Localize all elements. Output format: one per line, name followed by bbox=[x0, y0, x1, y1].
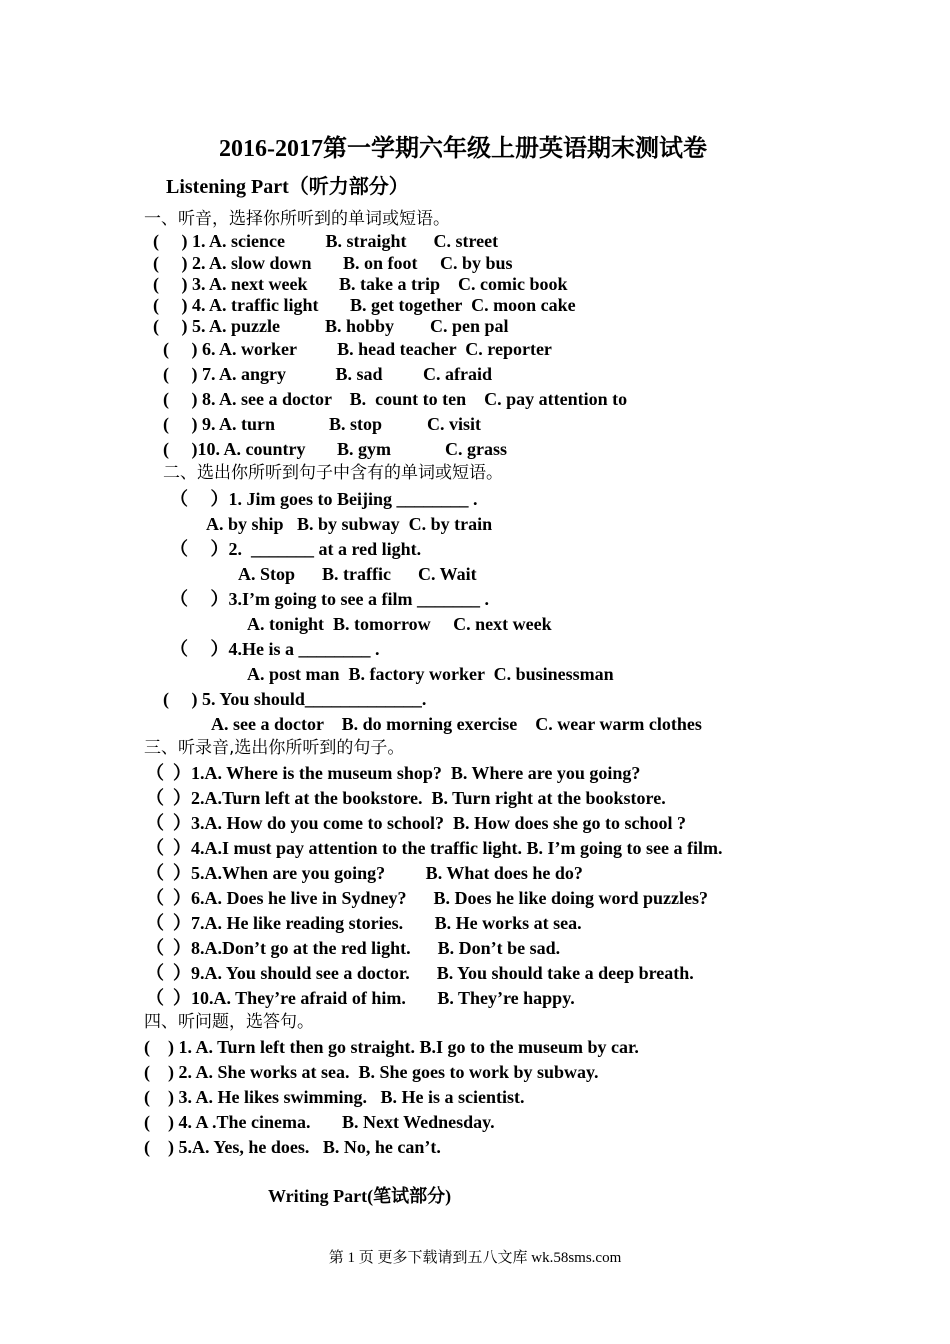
s3-question-3: （ ）3.A. How do you come to school? B. How does she go to school ? bbox=[146, 813, 687, 833]
s4-question-4: ( ) 4. A .The cinema. B. Next Wednesday. bbox=[144, 1112, 495, 1132]
s2-question-2: （ ）2. _______ at a red light. bbox=[170, 539, 422, 559]
s2-options-5: A. see a doctor B. do morning exercise C. wear warm clothes bbox=[211, 714, 702, 734]
s3-question-6: （ ）6.A. Does he live in Sydney? B. Does he like doing word puzzles? bbox=[146, 888, 709, 908]
section-4-heading: 四、听问题，选答句。 bbox=[144, 1012, 314, 1032]
writing-heading: Writing Part(笔试部分) bbox=[268, 1186, 452, 1206]
section-3-heading: 三、听录音,选出你所听到的句子。 bbox=[144, 738, 405, 758]
s2-question-5: ( ) 5. You should_____________. bbox=[163, 689, 427, 709]
s4-question-1: ( ) 1. A. Turn left then go straight. B.I go to the museum by car. bbox=[144, 1037, 639, 1057]
page-title: 2016-2017第一学期六年级上册英语期末测试卷 bbox=[219, 136, 707, 162]
s1-question-5: ( ) 5. A. puzzle B. hobby C. pen pal bbox=[153, 316, 509, 336]
s4-question-5: ( ) 5.A. Yes, he does. B. No, he can’t. bbox=[144, 1137, 441, 1157]
s2-options-3: A. tonight B. tomorrow C. next week bbox=[247, 614, 552, 634]
s1-question-2: ( ) 2. A. slow down B. on foot C. by bus bbox=[153, 253, 513, 273]
page-footer: 第 1 页 更多下载请到五八文库 wk.58sms.com bbox=[328, 1250, 622, 1266]
s1-question-4: ( ) 4. A. traffic light B. get together C. moon cake bbox=[153, 295, 576, 315]
s3-question-8: （ ）8.A.Don’t go at the red light. B. Don’t be sad. bbox=[146, 938, 561, 958]
s1-question-1: ( ) 1. A. science B. straight C. street bbox=[153, 231, 499, 251]
s1-question-6: ( ) 6. A. worker B. head teacher C. reporter bbox=[163, 339, 552, 359]
s2-question-1: （ ）1. Jim goes to Beijing ________ . bbox=[170, 489, 478, 509]
s1-question-7: ( ) 7. A. angry B. sad C. afraid bbox=[163, 364, 493, 384]
s1-question-8: ( ) 8. A. see a doctor B. count to ten C. pay attention to bbox=[163, 389, 628, 409]
s1-question-10: ( )10. A. country B. gym C. grass bbox=[163, 439, 507, 459]
s3-question-5: （ ）5.A.When are you going? B. What does he do? bbox=[146, 863, 583, 883]
s2-options-2: A. Stop B. traffic C. Wait bbox=[238, 564, 477, 584]
s2-question-4: （ ）4.He is a ________ . bbox=[170, 639, 380, 659]
s4-question-2: ( ) 2. A. She works at sea. B. She goes to work by subway. bbox=[144, 1062, 599, 1082]
s2-options-4: A. post man B. factory worker C. businessman bbox=[247, 664, 614, 684]
listening-heading: Listening Part（听力部分） bbox=[166, 176, 409, 198]
s3-question-2: （ ）2.A.Turn left at the bookstore. B. Turn right at the bookstore. bbox=[146, 788, 666, 808]
s1-question-3: ( ) 3. A. next week B. take a trip C. comic book bbox=[153, 274, 568, 294]
s3-question-7: （ ）7.A. He like reading stories. B. He works at sea. bbox=[146, 913, 582, 933]
s3-question-10: （ ）10.A. They’re afraid of him. B. They’re happy. bbox=[146, 988, 575, 1008]
section-1-heading: 一、听音，选择你所听到的单词或短语。 bbox=[144, 209, 450, 229]
section-2-heading: 二、选出你所听到句子中含有的单词或短语。 bbox=[163, 463, 503, 483]
s1-question-9: ( ) 9. A. turn B. stop C. visit bbox=[163, 414, 482, 434]
s4-question-3: ( ) 3. A. He likes swimming. B. He is a scientist. bbox=[144, 1087, 525, 1107]
s2-question-3: （ ）3.I’m going to see a film _______ . bbox=[170, 589, 489, 609]
s3-question-9: （ ）9.A. You should see a doctor. B. You should take a deep breath. bbox=[146, 963, 694, 983]
s3-question-1: （ ）1.A. Where is the museum shop? B. Where are you going? bbox=[146, 763, 641, 783]
s2-options-1: A. by ship B. by subway C. by train bbox=[206, 514, 493, 534]
s3-question-4: （ ）4.A.I must pay attention to the traffic light. B. I’m going to see a film. bbox=[146, 838, 723, 858]
